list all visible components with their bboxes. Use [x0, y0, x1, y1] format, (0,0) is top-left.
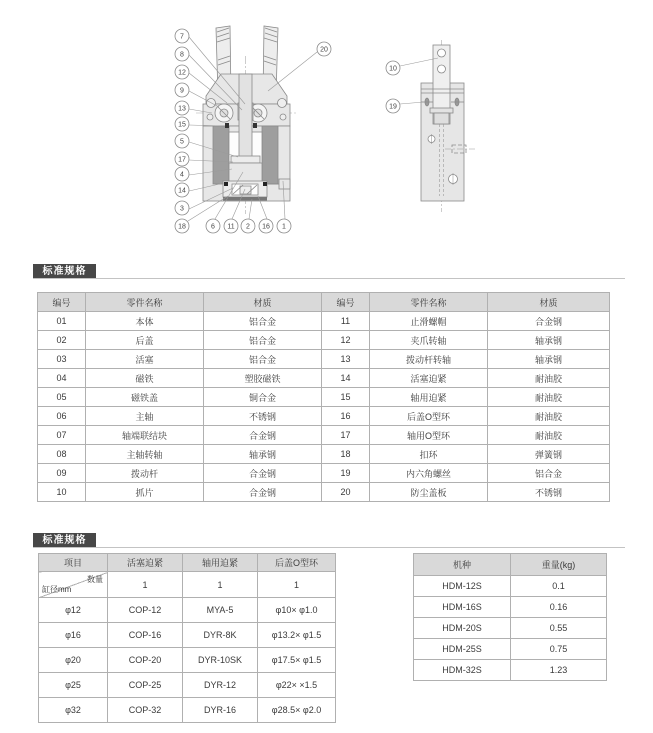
model-cell: HDM-16S — [414, 597, 511, 618]
shaft-seal-cell: DYR-10SK — [183, 648, 258, 673]
section-title-standard-spec-2: 标准规格 — [33, 533, 96, 548]
callout-6 — [206, 219, 220, 233]
part-name-cell: 轴用迫紧 — [370, 388, 488, 407]
part-name-cell: 磁铁盖 — [86, 388, 204, 407]
part-name-cell: 后盖 — [86, 331, 204, 350]
col-header-model: 机种 — [414, 554, 511, 576]
svg-text:10: 10 — [389, 65, 397, 73]
bore-label: 缸径mm — [42, 585, 72, 594]
col-header-shaft-seal: 轴用迫紧 — [183, 554, 258, 572]
rear-oring-cell: φ22× ×1.5 — [258, 673, 336, 698]
part-number-cell: 16 — [322, 407, 370, 426]
callout-11 — [224, 219, 238, 233]
part-number-cell: 05 — [38, 388, 86, 407]
part-number-cell: 18 — [322, 445, 370, 464]
bore-cell: φ20 — [39, 648, 108, 673]
callout-1 — [277, 219, 291, 233]
part-number-cell: 07 — [38, 426, 86, 445]
table-row — [38, 464, 610, 483]
part-number-cell: 14 — [322, 369, 370, 388]
rear-oring-cell: φ13.2× φ1.5 — [258, 623, 336, 648]
qty-cell: 1 — [108, 572, 183, 598]
part-number-cell: 19 — [322, 464, 370, 483]
rear-oring-cell: φ28.5× φ2.0 — [258, 698, 336, 723]
technical-drawing — [0, 0, 653, 260]
table-row — [39, 648, 336, 673]
callout-19 — [386, 99, 400, 113]
svg-text:15: 15 — [178, 121, 186, 129]
part-name-cell: 内六角螺丝 — [370, 464, 488, 483]
seal-table-header-row — [39, 554, 336, 572]
svg-text:2: 2 — [246, 223, 250, 231]
part-material-cell: 轴承钢 — [488, 331, 610, 350]
section-title-standard-spec-1: 标准规格 — [33, 264, 96, 279]
part-material-cell: 铝合金 — [204, 331, 322, 350]
svg-text:13: 13 — [178, 105, 186, 113]
part-name-cell: 轴端联结块 — [86, 426, 204, 445]
callout-18 — [175, 219, 189, 233]
part-name-cell: 主轴 — [86, 407, 204, 426]
part-name-cell: 止滑螺帽 — [370, 312, 488, 331]
part-material-cell: 耐油胶 — [488, 407, 610, 426]
part-name-cell: 后盖O型环 — [370, 407, 488, 426]
part-number-cell: 12 — [322, 331, 370, 350]
table-row — [39, 598, 336, 623]
svg-text:3: 3 — [180, 205, 184, 213]
col-header-weight: 重量(kg) — [511, 554, 607, 576]
piston-seal-cell: COP-12 — [108, 598, 183, 623]
part-material-cell: 轴承钢 — [204, 445, 322, 464]
bore-cell: φ12 — [39, 598, 108, 623]
side-view — [421, 40, 477, 212]
bore-cell: φ32 — [39, 698, 108, 723]
callout-15 — [175, 117, 189, 131]
part-name-cell: 主轴转轴 — [86, 445, 204, 464]
part-material-cell: 铝合金 — [204, 312, 322, 331]
col-header-part-name: 零件名称 — [370, 293, 488, 312]
part-number-cell: 20 — [322, 483, 370, 502]
table-row — [38, 369, 610, 388]
svg-text:7: 7 — [180, 33, 184, 41]
model-cell: HDM-20S — [414, 618, 511, 639]
part-name-cell: 轴用O型环 — [370, 426, 488, 445]
weight-cell: 0.1 — [511, 576, 607, 597]
weight-cell: 0.55 — [511, 618, 607, 639]
col-header-number: 编号 — [38, 293, 86, 312]
part-material-cell: 耐油胶 — [488, 426, 610, 445]
part-name-cell: 抓片 — [86, 483, 204, 502]
piston-seal-cell: COP-20 — [108, 648, 183, 673]
part-material-cell: 铝合金 — [204, 350, 322, 369]
part-number-cell: 06 — [38, 407, 86, 426]
part-material-cell: 合金钢 — [204, 464, 322, 483]
bore-cell: φ25 — [39, 673, 108, 698]
table-row — [414, 639, 607, 660]
callout-16 — [259, 219, 273, 233]
part-name-cell: 防尘盖板 — [370, 483, 488, 502]
table-row — [38, 483, 610, 502]
col-header-part-name: 零件名称 — [86, 293, 204, 312]
part-material-cell: 不锈钢 — [488, 483, 610, 502]
svg-text:12: 12 — [178, 69, 186, 77]
callout-4 — [175, 167, 189, 181]
quantity-row — [39, 572, 336, 598]
table-row — [414, 597, 607, 618]
svg-text:17: 17 — [178, 156, 186, 164]
part-number-cell: 02 — [38, 331, 86, 350]
svg-text:4: 4 — [180, 171, 184, 179]
part-number-cell: 03 — [38, 350, 86, 369]
piston-seal-cell: COP-25 — [108, 673, 183, 698]
col-header-piston-seal: 活塞迫紧 — [108, 554, 183, 572]
shaft-seal-cell: DYR-16 — [183, 698, 258, 723]
table-row — [39, 698, 336, 723]
part-name-cell: 本体 — [86, 312, 204, 331]
part-material-cell: 不锈钢 — [204, 407, 322, 426]
air-port — [279, 179, 290, 189]
col-header-item: 项目 — [39, 554, 108, 572]
weight-cell: 0.16 — [511, 597, 607, 618]
part-material-cell: 耐油胶 — [488, 369, 610, 388]
col-header-material: 材质 — [204, 293, 322, 312]
rear-oring-cell: φ10× φ1.0 — [258, 598, 336, 623]
shaft-seal-cell: DYR-8K — [183, 623, 258, 648]
part-material-cell: 合金钢 — [488, 312, 610, 331]
table-row — [38, 407, 610, 426]
svg-text:11: 11 — [227, 223, 235, 231]
parts-table-header-row — [38, 293, 610, 312]
part-material-cell: 塑胶磁铁 — [204, 369, 322, 388]
part-material-cell: 合金钢 — [204, 483, 322, 502]
callout-7 — [175, 29, 189, 43]
svg-text:20: 20 — [320, 46, 328, 54]
model-cell: HDM-32S — [414, 660, 511, 681]
part-number-cell: 10 — [38, 483, 86, 502]
callout-17 — [175, 152, 189, 166]
callout-12 — [175, 65, 189, 79]
weight-cell: 1.23 — [511, 660, 607, 681]
table-row — [39, 673, 336, 698]
part-number-cell: 08 — [38, 445, 86, 464]
col-header-rear-oring: 后盖O型环 — [258, 554, 336, 572]
svg-text:8: 8 — [180, 51, 184, 59]
svg-text:16: 16 — [262, 223, 270, 231]
table-row — [38, 388, 610, 407]
table-row — [39, 623, 336, 648]
svg-text:9: 9 — [180, 87, 184, 95]
svg-text:5: 5 — [180, 138, 184, 146]
col-header-material: 材质 — [488, 293, 610, 312]
callout-10 — [386, 61, 400, 75]
parts-list-table — [37, 292, 610, 502]
part-name-cell: 拨动杆 — [86, 464, 204, 483]
part-number-cell: 04 — [38, 369, 86, 388]
part-name-cell: 夹爪转轴 — [370, 331, 488, 350]
table-row — [414, 576, 607, 597]
model-weight-table — [413, 553, 607, 681]
diagonal-header-cell — [39, 572, 108, 598]
callout-8 — [175, 47, 189, 61]
seal-spec-table — [38, 553, 336, 723]
main-shaft — [239, 74, 252, 160]
callout-5 — [175, 134, 189, 148]
callout-14 — [175, 183, 189, 197]
model-cell: HDM-25S — [414, 639, 511, 660]
table-row — [38, 426, 610, 445]
part-name-cell: 拨动杆转轴 — [370, 350, 488, 369]
table-row — [38, 445, 610, 464]
part-material-cell: 轴承钢 — [488, 350, 610, 369]
weight-cell: 0.75 — [511, 639, 607, 660]
part-name-cell: 磁铁 — [86, 369, 204, 388]
svg-text:6: 6 — [211, 223, 215, 231]
bore-cell: φ16 — [39, 623, 108, 648]
piston-seal-cell: COP-16 — [108, 623, 183, 648]
svg-text:18: 18 — [178, 223, 186, 231]
callout-13 — [175, 101, 189, 115]
part-number-cell: 17 — [322, 426, 370, 445]
part-name-cell: 扣环 — [370, 445, 488, 464]
part-name-cell: 活塞 — [86, 350, 204, 369]
col-header-number: 编号 — [322, 293, 370, 312]
quantity-label: 数量 — [87, 575, 103, 584]
part-material-cell: 耐油胶 — [488, 388, 610, 407]
callout-9 — [175, 83, 189, 97]
rear-oring-cell: φ17.5× φ1.5 — [258, 648, 336, 673]
part-number-cell: 01 — [38, 312, 86, 331]
table-row — [414, 618, 607, 639]
part-material-cell: 铜合金 — [204, 388, 322, 407]
part-number-cell: 15 — [322, 388, 370, 407]
svg-text:14: 14 — [178, 187, 186, 195]
shaft-seal-cell: DYR-12 — [183, 673, 258, 698]
section-rule — [33, 278, 625, 279]
weight-table-header-row — [414, 554, 607, 576]
table-row — [38, 331, 610, 350]
svg-text:1: 1 — [282, 223, 286, 231]
part-material-cell: 铝合金 — [488, 464, 610, 483]
part-name-cell: 活塞迫紧 — [370, 369, 488, 388]
qty-cell: 1 — [258, 572, 336, 598]
model-cell: HDM-12S — [414, 576, 511, 597]
part-number-cell: 11 — [322, 312, 370, 331]
part-material-cell: 弹簧钢 — [488, 445, 610, 464]
callout-20 — [317, 42, 331, 56]
part-material-cell: 合金钢 — [204, 426, 322, 445]
callout-3 — [175, 201, 189, 215]
qty-cell: 1 — [183, 572, 258, 598]
part-number-cell: 09 — [38, 464, 86, 483]
shaft-seal-cell: MYA-5 — [183, 598, 258, 623]
piston-seal-cell: COP-32 — [108, 698, 183, 723]
table-row — [38, 350, 610, 369]
callout-2 — [241, 219, 255, 233]
section-rule — [33, 547, 625, 548]
table-row — [38, 312, 610, 331]
part-number-cell: 13 — [322, 350, 370, 369]
table-row — [414, 660, 607, 681]
svg-text:19: 19 — [389, 103, 397, 111]
